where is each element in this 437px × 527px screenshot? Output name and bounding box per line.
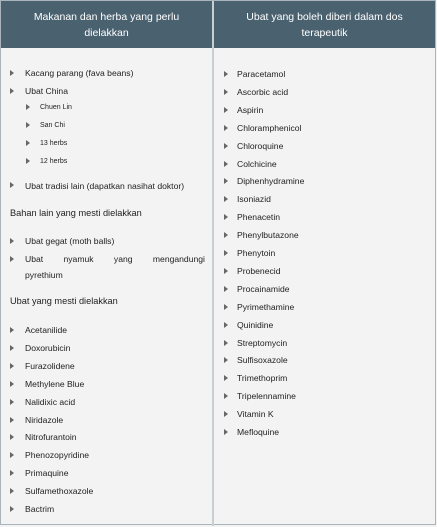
bullet-icon: [224, 89, 228, 95]
bullet-icon: [10, 470, 14, 476]
list-item: Doxorubicin: [25, 342, 71, 353]
bullet-icon: [224, 357, 228, 363]
sub-list-item: Chuen Lin: [40, 104, 72, 111]
list-item: Diphenhydramine: [237, 176, 305, 187]
list-item: Chloroquine: [237, 140, 284, 151]
bullet-icon: [224, 250, 228, 256]
bullet-icon: [224, 411, 228, 417]
bullet-icon: [10, 417, 14, 423]
list-item: Tripelennamine: [237, 391, 296, 402]
list-item: Sulfamethoxazole: [25, 486, 94, 497]
bullet-icon: [10, 488, 14, 494]
list-item: Nalidixic acid: [25, 396, 76, 407]
list-item: Ubat China: [25, 86, 68, 96]
word: nyamuk: [63, 254, 94, 264]
bullet-icon: [10, 238, 14, 244]
bullet-icon: [224, 125, 228, 131]
list-item: Bactrim: [25, 504, 55, 514]
header-avoid-foods-label: Makanan dan herba yang perlu dielakkan: [33, 10, 180, 39]
list-item: Furazolidene: [25, 360, 75, 371]
bullet-icon: [10, 327, 14, 333]
list-item: Pyrimethamine: [237, 301, 295, 312]
list-item: Phenylbutazone: [237, 230, 299, 241]
bullet-icon: [224, 143, 228, 149]
bullet-icon: [10, 434, 14, 440]
list-item: Mefloquine: [237, 427, 280, 437]
list-item: Niridazole: [25, 414, 64, 425]
list-item: Methylene Blue: [25, 378, 85, 389]
list-item: Colchicine: [237, 158, 277, 169]
bullet-icon: [224, 304, 228, 310]
bullet-icon: [224, 268, 228, 274]
bullet-icon: [10, 506, 14, 512]
header-avoid-foods: [1, 1, 212, 48]
bullet-icon: [10, 256, 14, 262]
list-item: Aspirin: [237, 104, 264, 115]
list-item: Paracetamol: [237, 69, 286, 79]
sub-list-item: 13 herbs: [40, 140, 68, 147]
bullet-icon: [224, 340, 228, 346]
right-column: [214, 48, 435, 524]
header-safe-drugs: [214, 1, 435, 48]
bullet-icon: [10, 182, 14, 188]
bullet-icon: [224, 232, 228, 238]
bullet-icon: [224, 214, 228, 220]
bullet-icon: [224, 393, 228, 399]
list-item: Procainamide: [237, 283, 290, 294]
bullet-icon: [224, 322, 228, 328]
sub-list-item: San Chi: [40, 122, 65, 129]
list-item: Quinidine: [237, 319, 274, 330]
list-item: Ubat tradisi lain (dapatkan nasihat doktor): [25, 181, 185, 191]
bullet-icon: [10, 452, 14, 458]
list-item: Nitrofurantoin: [25, 432, 77, 443]
list-item: Vitamin K: [237, 409, 274, 420]
bullet-icon: [26, 140, 30, 146]
bullet-icon: [224, 161, 228, 167]
bullet-icon: [10, 381, 14, 387]
list-item: Isoniazid: [237, 194, 271, 205]
list-item: Phenacetin: [237, 212, 281, 223]
list-item: Probenecid: [237, 265, 281, 276]
bullet-icon: [26, 104, 30, 110]
bullet-icon: [224, 375, 228, 381]
bullet-icon: [224, 286, 228, 292]
bullet-icon: [26, 158, 30, 164]
list-item-continuation: pyrethium: [25, 270, 63, 280]
list-item: Phenozopyridine: [25, 450, 90, 461]
section-heading: Bahan lain yang mesti dielakkan: [10, 208, 142, 218]
list-item: [25, 254, 205, 264]
list-item: Trimethoprim: [237, 373, 288, 384]
word: Ubat: [25, 254, 44, 264]
bullet-icon: [10, 345, 14, 351]
list-item: Chloramphenicol: [237, 122, 302, 133]
bullet-icon: [224, 71, 228, 77]
left-column: [1, 48, 212, 524]
header-safe-drugs-label: Ubat yang boleh diberi dalam dos terapeutik: [246, 10, 403, 39]
bullet-icon: [224, 196, 228, 202]
bullet-icon: [10, 363, 14, 369]
word: mengandungi: [152, 254, 205, 264]
list-item: Streptomycin: [237, 337, 288, 348]
word: yang: [113, 254, 133, 264]
bullet-icon: [10, 88, 14, 94]
list-item: Primaquine: [25, 468, 69, 479]
bullet-icon: [224, 107, 228, 113]
section-heading: Ubat yang mesti dielakkan: [10, 296, 118, 306]
bullet-icon: [10, 70, 14, 76]
bullet-icon: [26, 122, 30, 128]
list-item: Kacang parang (fava beans): [25, 68, 134, 78]
bullet-icon: [224, 429, 228, 435]
list-item: Ascorbic acid: [237, 86, 289, 97]
list-item: Acetanilide: [25, 325, 68, 335]
list-item: Ubat gegat (moth balls): [25, 236, 115, 246]
bullet-icon: [10, 399, 14, 405]
bullet-icon: [224, 178, 228, 184]
list-item: Phenytoin: [237, 248, 276, 258]
list-item: Sulfisoxazole: [237, 355, 288, 366]
sub-list-item: 12 herbs: [40, 158, 68, 165]
